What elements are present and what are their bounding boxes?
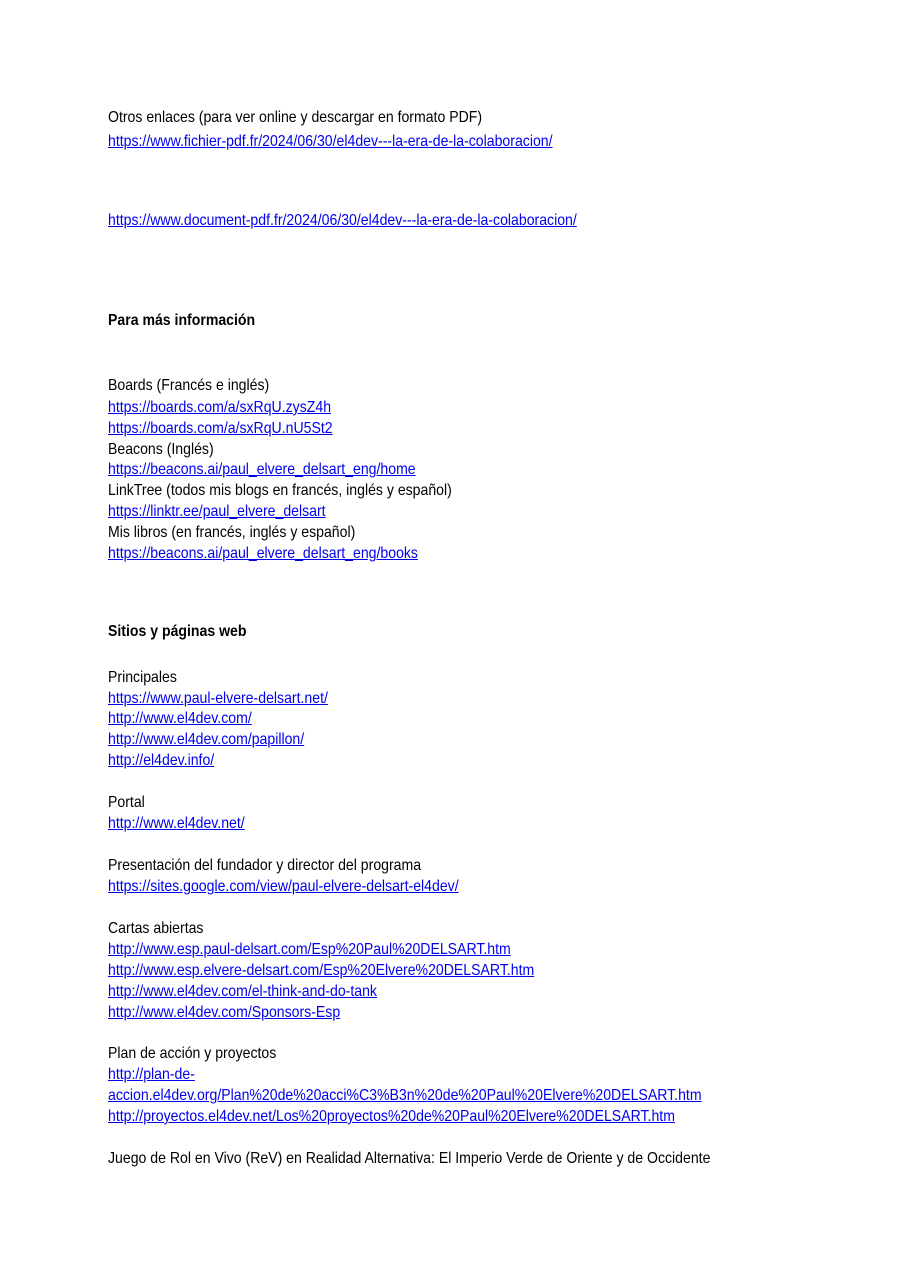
beacons-label: Beacons (Inglés) (108, 441, 214, 458)
principales-link[interactable]: https://www.paul-elvere-delsart.net/ (108, 690, 328, 707)
principales-link[interactable]: http://www.el4dev.com/ (108, 710, 252, 727)
sites-heading: Sitios y páginas web (108, 623, 247, 640)
linktree-label: LinkTree (todos mis blogs en francés, inglés y español) (108, 482, 452, 499)
principales-label: Principales (108, 669, 177, 686)
other-links-intro: Otros enlaces (para ver online y descargar en formato PDF) (108, 109, 483, 126)
game-label: Juego de Rol en Vivo (ReV) en Realidad Alternativa: El Imperio Verde de Oriente y de Occidente (108, 1150, 711, 1167)
linktree-link[interactable]: https://linktr.ee/paul_elvere_delsart (108, 503, 326, 520)
boards-link-2[interactable]: https://boards.com/a/sxRqU.nU5St2 (108, 420, 333, 437)
beacons-link[interactable]: https://beacons.ai/paul_elvere_delsart_eng/home (108, 461, 416, 478)
portal-label: Portal (108, 794, 145, 811)
principales-link[interactable]: http://www.el4dev.com/papillon/ (108, 731, 305, 748)
founder-link[interactable]: https://sites.google.com/view/paul-elvere-delsart-el4dev/ (108, 878, 459, 895)
boards-link-1[interactable]: https://boards.com/a/sxRqU.zysZ4h (108, 399, 332, 416)
pdf-link-fichier[interactable]: https://www.fichier-pdf.fr/2024/06/30/el4dev---la-era-de-la-colaboracion/ (108, 133, 553, 150)
letters-label: Cartas abiertas (108, 920, 204, 937)
letters-link[interactable]: http://www.esp.elvere-delsart.com/Esp%20Elvere%20DELSART.htm (108, 962, 535, 979)
founder-label: Presentación del fundador y director del programa (108, 857, 422, 874)
plan-label: Plan de acción y proyectos (108, 1045, 277, 1062)
projects-link[interactable]: http://proyectos.el4dev.net/Los%20proyectos%20de%20Paul%20Elvere%20DELSART.htm (108, 1108, 675, 1125)
portal-link[interactable]: http://www.el4dev.net/ (108, 815, 245, 832)
pdf-link-document[interactable]: https://www.document-pdf.fr/2024/06/30/el4dev---la-era-de-la-colaboracion/ (108, 212, 577, 229)
more-info-heading: Para más información (108, 312, 256, 329)
plan-link-line2[interactable]: accion.el4dev.org/Plan%20de%20acci%C3%B3n%20de%20Paul%20Elvere%20DELSART.htm (108, 1087, 702, 1104)
letters-link[interactable]: http://www.el4dev.com/el-think-and-do-tank (108, 983, 377, 1000)
letters-link[interactable]: http://www.el4dev.com/Sponsors-Esp (108, 1004, 341, 1021)
principales-link[interactable]: http://el4dev.info/ (108, 752, 215, 769)
boards-label: Boards (Francés e inglés) (108, 377, 270, 394)
letters-link[interactable]: http://www.esp.paul-delsart.com/Esp%20Paul%20DELSART.htm (108, 941, 511, 958)
books-label: Mis libros (en francés, inglés y español) (108, 524, 356, 541)
books-link[interactable]: https://beacons.ai/paul_elvere_delsart_eng/books (108, 545, 418, 562)
plan-link-line1[interactable]: http://plan-de- (108, 1066, 195, 1083)
